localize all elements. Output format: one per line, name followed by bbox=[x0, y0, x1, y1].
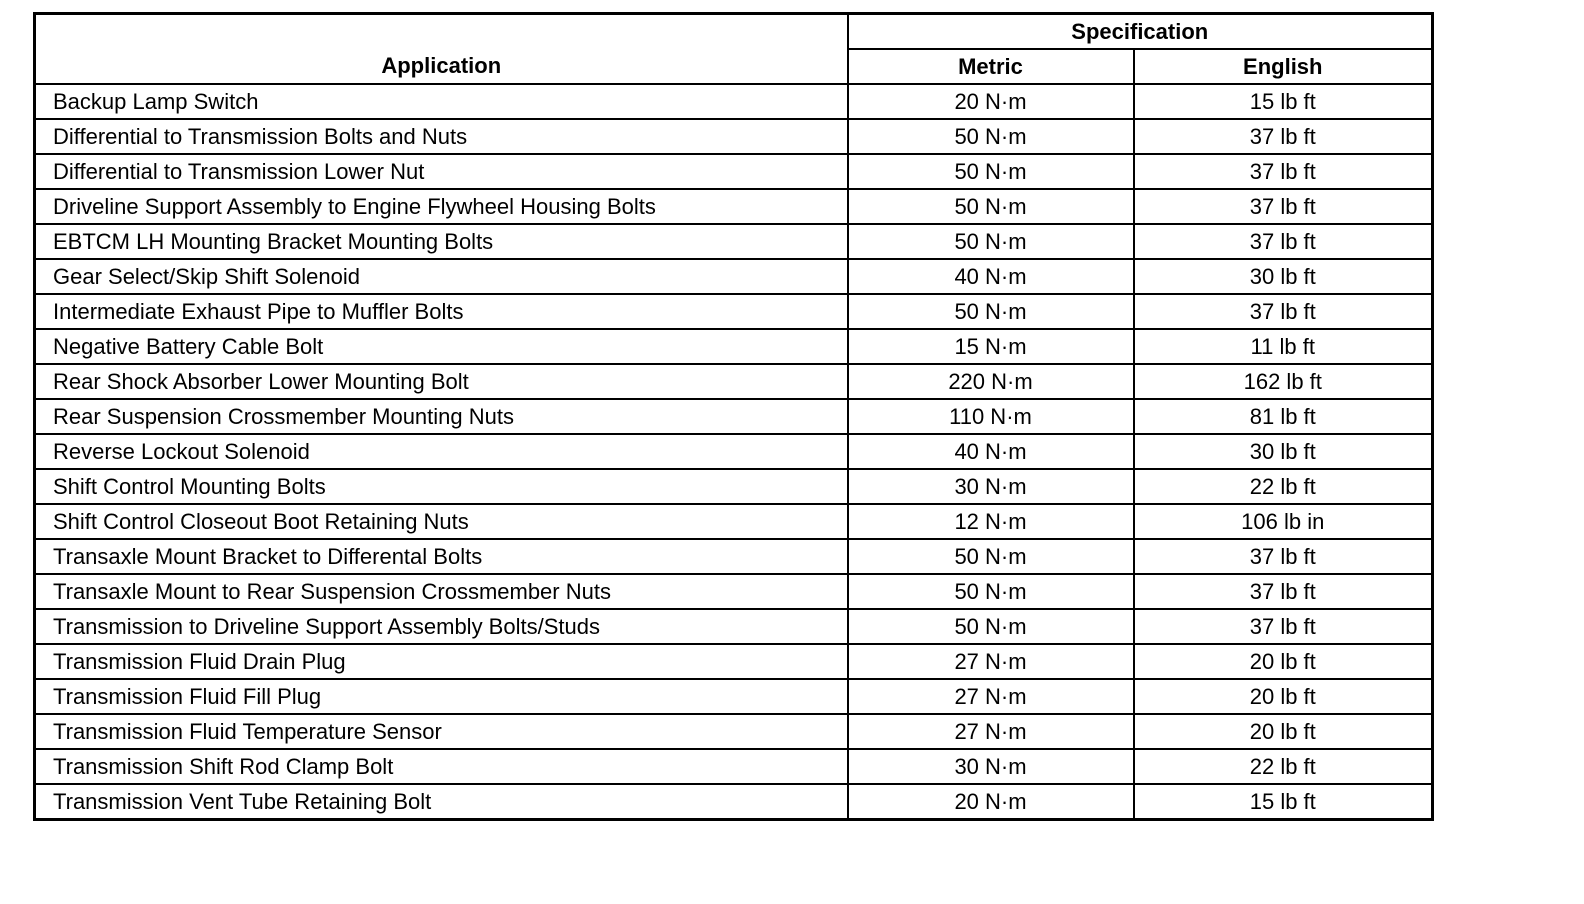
application-cell: Transmission Vent Tube Retaining Bolt bbox=[35, 784, 848, 820]
application-cell: Shift Control Mounting Bolts bbox=[35, 469, 848, 504]
table-header bbox=[35, 14, 1433, 85]
metric-column-header: Metric bbox=[848, 49, 1134, 84]
application-cell: Transaxle Mount Bracket to Differental Bolts bbox=[35, 539, 848, 574]
metric-cell: 20 N·m bbox=[848, 84, 1134, 119]
application-column-header: Application bbox=[35, 14, 848, 85]
table-row bbox=[35, 679, 1433, 714]
application-cell: Differential to Transmission Bolts and Nuts bbox=[35, 119, 848, 154]
application-cell: Intermediate Exhaust Pipe to Muffler Bolts bbox=[35, 294, 848, 329]
metric-cell: 50 N·m bbox=[848, 154, 1134, 189]
metric-cell: 50 N·m bbox=[848, 609, 1134, 644]
application-cell: Transmission Shift Rod Clamp Bolt bbox=[35, 749, 848, 784]
application-cell: Transmission Fluid Fill Plug bbox=[35, 679, 848, 714]
table-row bbox=[35, 469, 1433, 504]
metric-cell: 220 N·m bbox=[848, 364, 1134, 399]
metric-cell: 110 N·m bbox=[848, 399, 1134, 434]
english-cell: 37 lb ft bbox=[1134, 609, 1433, 644]
metric-cell: 27 N·m bbox=[848, 679, 1134, 714]
english-cell: 37 lb ft bbox=[1134, 224, 1433, 259]
application-cell: Transaxle Mount to Rear Suspension Crossmember Nuts bbox=[35, 574, 848, 609]
metric-cell: 40 N·m bbox=[848, 434, 1134, 469]
table-row bbox=[35, 259, 1433, 294]
english-cell: 37 lb ft bbox=[1134, 119, 1433, 154]
metric-cell: 27 N·m bbox=[848, 644, 1134, 679]
header-row-top bbox=[35, 14, 1433, 50]
table-row bbox=[35, 574, 1433, 609]
application-cell: Gear Select/Skip Shift Solenoid bbox=[35, 259, 848, 294]
english-cell: 22 lb ft bbox=[1134, 469, 1433, 504]
application-cell: Rear Suspension Crossmember Mounting Nuts bbox=[35, 399, 848, 434]
table-row bbox=[35, 119, 1433, 154]
table-row bbox=[35, 504, 1433, 539]
application-cell: Driveline Support Assembly to Engine Flywheel Housing Bolts bbox=[35, 189, 848, 224]
english-cell: 20 lb ft bbox=[1134, 644, 1433, 679]
table-row bbox=[35, 84, 1433, 119]
english-cell: 30 lb ft bbox=[1134, 434, 1433, 469]
table-row bbox=[35, 364, 1433, 399]
metric-cell: 12 N·m bbox=[848, 504, 1134, 539]
english-cell: 106 lb in bbox=[1134, 504, 1433, 539]
metric-cell: 20 N·m bbox=[848, 784, 1134, 820]
application-cell: Negative Battery Cable Bolt bbox=[35, 329, 848, 364]
application-cell: Rear Shock Absorber Lower Mounting Bolt bbox=[35, 364, 848, 399]
english-cell: 37 lb ft bbox=[1134, 294, 1433, 329]
metric-cell: 50 N·m bbox=[848, 189, 1134, 224]
metric-cell: 30 N·m bbox=[848, 749, 1134, 784]
table-row bbox=[35, 329, 1433, 364]
metric-cell: 50 N·m bbox=[848, 539, 1134, 574]
table-row bbox=[35, 784, 1433, 820]
table-row bbox=[35, 644, 1433, 679]
table-row bbox=[35, 154, 1433, 189]
table-row bbox=[35, 294, 1433, 329]
english-cell: 15 lb ft bbox=[1134, 84, 1433, 119]
application-cell: Transmission Fluid Temperature Sensor bbox=[35, 714, 848, 749]
english-cell: 15 lb ft bbox=[1134, 784, 1433, 820]
english-cell: 20 lb ft bbox=[1134, 714, 1433, 749]
table-row bbox=[35, 224, 1433, 259]
table-row bbox=[35, 714, 1433, 749]
specification-group-header: Specification bbox=[848, 14, 1433, 50]
application-cell: Transmission Fluid Drain Plug bbox=[35, 644, 848, 679]
metric-cell: 50 N·m bbox=[848, 294, 1134, 329]
table-row bbox=[35, 399, 1433, 434]
application-cell: Reverse Lockout Solenoid bbox=[35, 434, 848, 469]
table-row bbox=[35, 749, 1433, 784]
metric-cell: 50 N·m bbox=[848, 224, 1134, 259]
application-cell: EBTCM LH Mounting Bracket Mounting Bolts bbox=[35, 224, 848, 259]
application-cell: Differential to Transmission Lower Nut bbox=[35, 154, 848, 189]
english-cell: 30 lb ft bbox=[1134, 259, 1433, 294]
metric-cell: 27 N·m bbox=[848, 714, 1134, 749]
english-column-header: English bbox=[1134, 49, 1433, 84]
english-cell: 37 lb ft bbox=[1134, 154, 1433, 189]
english-cell: 37 lb ft bbox=[1134, 539, 1433, 574]
english-cell: 11 lb ft bbox=[1134, 329, 1433, 364]
metric-cell: 30 N·m bbox=[848, 469, 1134, 504]
table-body bbox=[35, 84, 1433, 820]
fastener-specification-table bbox=[33, 12, 1434, 821]
english-cell: 37 lb ft bbox=[1134, 574, 1433, 609]
metric-cell: 50 N·m bbox=[848, 574, 1134, 609]
english-cell: 162 lb ft bbox=[1134, 364, 1433, 399]
application-cell: Shift Control Closeout Boot Retaining Nuts bbox=[35, 504, 848, 539]
application-cell: Transmission to Driveline Support Assembly Bolts/Studs bbox=[35, 609, 848, 644]
english-cell: 81 lb ft bbox=[1134, 399, 1433, 434]
metric-cell: 50 N·m bbox=[848, 119, 1134, 154]
table-row bbox=[35, 189, 1433, 224]
table-row bbox=[35, 609, 1433, 644]
metric-cell: 15 N·m bbox=[848, 329, 1134, 364]
table-row bbox=[35, 539, 1433, 574]
english-cell: 20 lb ft bbox=[1134, 679, 1433, 714]
table-row bbox=[35, 434, 1433, 469]
metric-cell: 40 N·m bbox=[848, 259, 1134, 294]
english-cell: 22 lb ft bbox=[1134, 749, 1433, 784]
application-cell: Backup Lamp Switch bbox=[35, 84, 848, 119]
english-cell: 37 lb ft bbox=[1134, 189, 1433, 224]
